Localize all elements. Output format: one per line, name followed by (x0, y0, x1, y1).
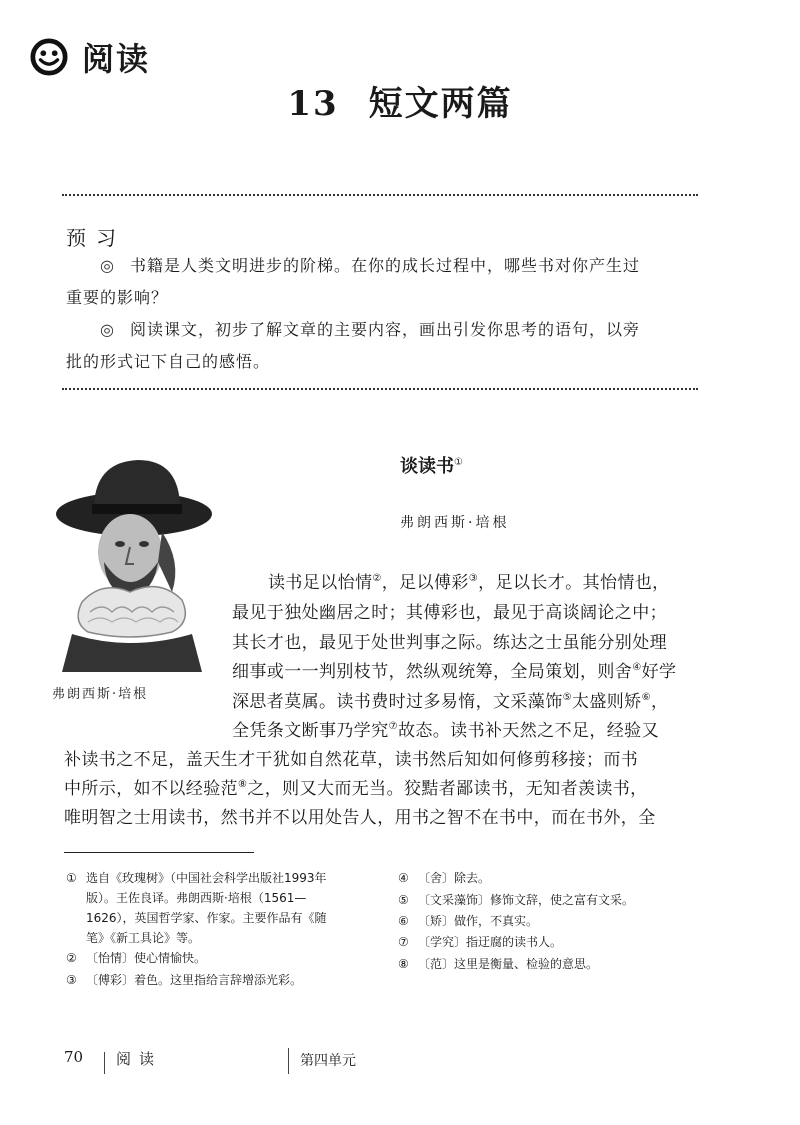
footnote-number: ⑥ (398, 914, 409, 928)
footnote-text: 〔矫〕做作，不真实。 (418, 914, 539, 928)
footnote-ref: ⑦ (388, 721, 398, 732)
body-line (232, 716, 659, 741)
body-line (268, 568, 670, 593)
body-text: 之，则又大而无当。狡黠者鄙读书，无知者羡读书， (247, 779, 648, 799)
footnote-text: 〔学究〕指迂腐的读书人。 (418, 935, 563, 949)
footnote-text: 版）。王佐良译。弗朗西斯·培根（1561— (86, 891, 307, 905)
preview-item-1-line-1: 书籍是人类文明进步的阶梯。在你的成长过程中，哪些书对你产生过 (130, 256, 641, 275)
portrait-caption: 弗朗西斯·培根 (52, 687, 149, 702)
body-line (232, 657, 676, 682)
footnote-ref: ④ (632, 662, 642, 673)
body-line: 补读书之不足，盖天生才干犹如自然花草，读书然后知如何修剪移接；而书 (64, 750, 639, 770)
footnote-text: 〔怡情〕使心情愉快。 (86, 951, 207, 965)
footnote-text: 〔范〕这里是衡量、检验的意思。 (418, 957, 599, 971)
footer-divider (288, 1048, 289, 1074)
body-line (232, 687, 668, 712)
footer-section: 阅读 (116, 1050, 163, 1068)
preview-title: 预习 (66, 226, 126, 250)
body-line: 其长才也，最见于处世判事之际。练达之士虽能分别处理 (232, 633, 667, 653)
footnote-text: 〔舍〕除去。 (418, 871, 491, 885)
page-number: 70 (64, 1048, 84, 1066)
body-line: 最见于独处幽居之时；其傅彩也，最见于高谈阔论之中； (232, 603, 667, 623)
divider-bottom (62, 388, 698, 390)
preview-item-1-line-2: 重要的影响？ (66, 288, 169, 307)
body-text: 好学 (641, 662, 677, 682)
body-text: ，足以傅彩 (381, 573, 469, 593)
footnote-number: ① (66, 871, 77, 885)
lesson-name: 短文两篇 (368, 84, 513, 124)
footnote-number: ⑤ (398, 893, 409, 907)
footnote-5 (398, 890, 634, 910)
preview-bullet-icon: ◎ (100, 256, 115, 275)
body-text: 读书足以怡情 (268, 573, 373, 593)
footnote-number: ③ (66, 973, 77, 987)
footnote-text: 1626），英国哲学家、作家。主要作品有《随 (86, 911, 327, 925)
footnote-7 (398, 932, 562, 952)
footnote-6 (398, 911, 538, 931)
footer-divider (104, 1052, 105, 1074)
preview-item-1 (66, 250, 700, 314)
body-text: 故态。读书补天然之不足，经验又 (397, 721, 659, 741)
body-text: 中所示，如不以经验范 (64, 779, 238, 799)
footnote-1 (66, 868, 386, 948)
body-line: 唯明智之士用读书，然书并不以用处告人，用书之智不在书中，而在书外，全 (64, 808, 656, 828)
essay-author: 弗朗西斯·培根 (400, 515, 510, 531)
footnote-4 (398, 868, 490, 888)
footnote-8 (398, 954, 598, 974)
divider-top (62, 194, 698, 196)
footnote-ref: ③ (468, 573, 479, 584)
footnote-text: 〔傅彩〕着色。这里指给言辞增添光彩。 (86, 973, 303, 987)
footnote-number: ⑧ (398, 957, 409, 971)
section-label: 阅读 (82, 40, 151, 78)
lesson-title (0, 76, 800, 125)
lesson-number: 13 (287, 84, 339, 124)
footer-unit: 第四单元 (300, 1053, 356, 1069)
footnote-2 (66, 948, 206, 968)
footnote-ref: ⑥ (641, 692, 651, 703)
preview-item-2 (66, 314, 700, 378)
footnote-text: 〔文采藻饰〕修饰文辞，使之富有文采。 (418, 893, 635, 907)
section-header (30, 34, 150, 80)
footnote-text: 选自《玫瑰树》（中国社会科学出版社1993年 (86, 871, 327, 885)
footnote-ref: ⑤ (562, 692, 572, 703)
body-text: 细事或一一判别枝节，然纵观统筹，全局策划，则舍 (232, 662, 633, 682)
body-text: ，足以长才。其怡情也， (478, 573, 670, 593)
body-text: 全凭条文断事乃学究 (232, 721, 389, 741)
footnote-ref: ① (454, 457, 463, 468)
footnote-ref: ② (372, 573, 382, 584)
essay-title (400, 452, 463, 478)
body-text: ， (650, 692, 669, 712)
footnote-ref: ⑧ (238, 779, 248, 790)
body-line (64, 774, 648, 799)
essay-title-text: 谈读书 (400, 456, 454, 477)
smiley-face-icon (30, 38, 68, 76)
body-text: 深思者莫属。读书费时过多易惰，文采藻饰 (232, 692, 563, 712)
preview-bullet-icon: ◎ (100, 320, 115, 339)
footnote-number: ④ (398, 871, 409, 885)
footnote-number: ⑦ (398, 935, 409, 949)
preview-item-2-line-1: 阅读课文，初步了解文章的主要内容，画出引发你思考的语句，以旁 (130, 320, 641, 339)
preview-item-2-line-2: 批的形式记下自己的感悟。 (66, 352, 271, 371)
footnote-number: ② (66, 951, 77, 965)
footnote-3 (66, 970, 302, 990)
footnote-text: 笔》《新工具论》等。 (86, 931, 201, 945)
body-text: 太盛则矫 (571, 692, 642, 712)
footnote-rule (64, 852, 254, 853)
bacon-portrait (42, 452, 222, 672)
